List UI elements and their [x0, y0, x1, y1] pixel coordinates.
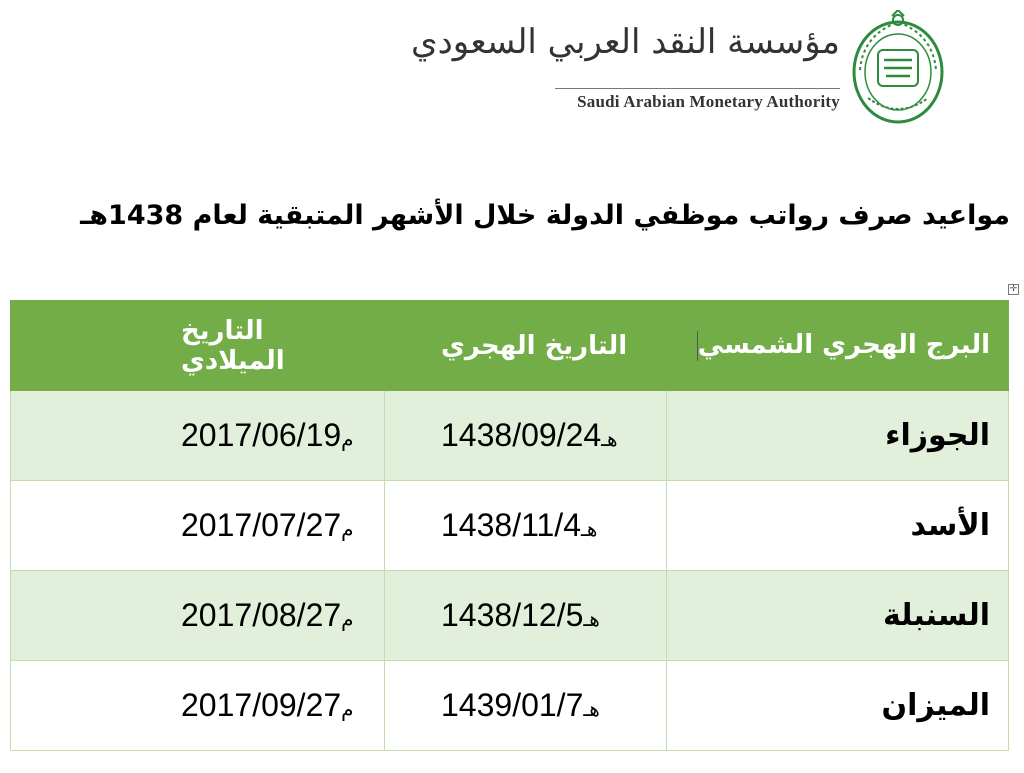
gregorian-date-cell [11, 481, 385, 571]
month-cell: السنبلة [667, 571, 1009, 661]
page-header [411, 8, 958, 128]
gregorian-date-cell [11, 661, 385, 751]
gregorian-date: 2017/06/19 [181, 417, 342, 453]
table-row [11, 661, 1009, 751]
sama-emblem-icon [848, 10, 948, 128]
header-gregorian: التاريخ الميلادي [11, 301, 385, 391]
header-hijri: التاريخ الهجري [385, 301, 667, 391]
hijri-date-cell [385, 481, 667, 571]
org-name-arabic: مؤسسة النقد العربي السعودي [411, 22, 840, 62]
gregorian-suffix: م [341, 697, 354, 721]
table-row [11, 391, 1009, 481]
gregorian-date: 2017/08/27 [181, 597, 342, 633]
hijri-date: 1438/11/4 [441, 507, 581, 543]
hijri-suffix: هـ [580, 517, 598, 541]
gregorian-suffix: م [341, 517, 354, 541]
header-month-label: البرج الهجري الشمسي [697, 330, 990, 361]
month-cell: الجوزاء [667, 391, 1009, 481]
hijri-date: 1439/01/7 [441, 687, 584, 723]
gregorian-date-cell [11, 391, 385, 481]
page-title: مواعيد صرف رواتب موظفي الدولة خلال الأشهر المتبقية لعام 1438هـ [80, 200, 1010, 231]
hijri-date: 1438/12/5 [441, 597, 584, 633]
table-row [11, 481, 1009, 571]
table-row [11, 571, 1009, 661]
month-cell: الميزان [667, 661, 1009, 751]
gregorian-suffix: م [341, 427, 354, 451]
month-cell: الأسد [667, 481, 1009, 571]
hijri-date-cell [385, 571, 667, 661]
hijri-date-cell [385, 391, 667, 481]
gregorian-date: 2017/07/27 [181, 507, 342, 543]
gregorian-suffix: م [341, 607, 354, 631]
table-header-row [11, 301, 1009, 391]
gregorian-date: 2017/09/27 [181, 687, 342, 723]
hijri-suffix: هـ [583, 697, 600, 721]
gregorian-date-cell [11, 571, 385, 661]
hijri-suffix: هـ [601, 427, 618, 451]
header-month [667, 301, 1009, 391]
salary-schedule-table [10, 300, 1009, 751]
schedule-table-wrapper [10, 300, 1008, 751]
org-name-english: Saudi Arabian Monetary Authority [577, 92, 840, 111]
hijri-date-cell [385, 661, 667, 751]
hijri-date: 1438/09/24 [441, 417, 602, 453]
hijri-suffix: هـ [583, 607, 600, 631]
table-move-handle-icon[interactable]: ✛ [1009, 284, 1018, 294]
logo-divider [555, 88, 840, 89]
